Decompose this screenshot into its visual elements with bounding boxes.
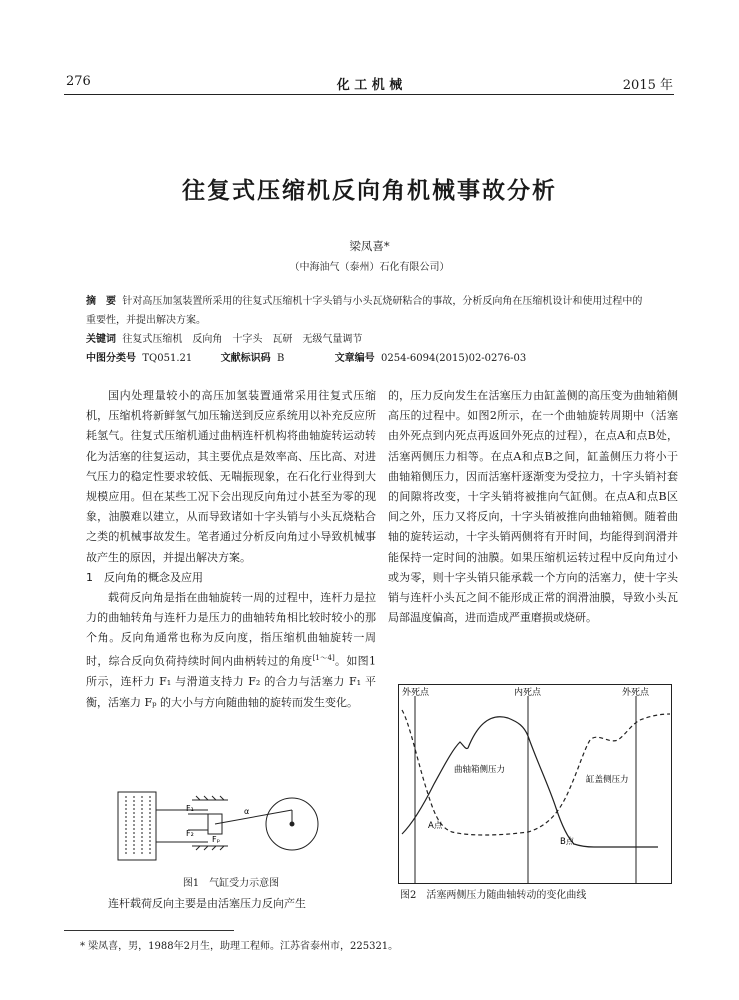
point-b-label: B点 xyxy=(560,837,575,847)
affiliation: （中海油气（泰州）石化有限公司） xyxy=(289,262,450,273)
keywords xyxy=(86,330,646,349)
footnote-rule xyxy=(64,930,234,931)
keywords-text: 往复式压缩机 反向角 十字头 瓦研 无级气量调节 xyxy=(122,334,363,345)
figure1-caption: 图1 气缸受力示意图 xyxy=(182,878,280,889)
footnote: * 梁凤喜，男，1988年2月生，助理工程师。江苏省泰州市，225321。 xyxy=(80,941,399,952)
article-title: 往复式压缩机反向角机械事故分析 xyxy=(182,178,557,204)
abstract-text: 针对高压加氢装置所采用的往复式压缩机十字头销与小头瓦烧研粘合的事故，分析反向角在压缩机设计和使用过程中的重要性，并提出解决方案。 xyxy=(86,296,643,326)
point-a-label: A点 xyxy=(428,821,443,831)
figure2-chart xyxy=(398,684,672,884)
header-rule xyxy=(64,94,674,95)
f1-label: F₁ xyxy=(186,804,194,813)
left-column xyxy=(86,386,376,713)
pressure-paragraph: 的，压力反向发生在活塞压力由缸盖侧的高压变为曲轴箱侧高压的过程中。如图2所示，在一个曲轴旋转周期中（活塞由外死点到内死点再返回外死点的过程），在点A和点B处，活塞两侧压力相等。在点A和点B之间，缸盖侧压力将小于曲轴箱侧压力，因而活塞杆逐渐变为受拉力，十字头销衬套的间隙将改变，十字头销将被推向气缸侧。在点A和点B区间之外，压力又将反向，十字头销被推向曲轴箱侧。随着曲轴的旋转运动，十字头销两侧将有开时间，均能得到润滑并能保持一定时间的油膜。如果压缩机运转过程中反向角过小或为零，则十字头销只能承载一个方向的活塞力，使十字头销与连杆小头瓦之间不能形成正常的润滑油膜，导致小头瓦局部温度偏高，进而造成严重磨损或烧研。 xyxy=(388,389,678,625)
connecting-rod xyxy=(215,810,292,824)
classification-line xyxy=(86,349,646,368)
label-outer-dead-left: 外死点 xyxy=(402,688,430,698)
clc-value: TQ051.21 xyxy=(142,353,193,364)
article-number-label: 文章编号 xyxy=(334,353,375,364)
figure1-diagram xyxy=(112,784,334,872)
doc-code-value: B xyxy=(276,353,285,364)
publication-year: 2015 年 xyxy=(622,78,673,93)
keywords-label: 关键词 xyxy=(86,334,116,345)
article-number-value: 0254-6094(2015)02-0276-03 xyxy=(381,353,527,364)
closing-text: 连杆载荷反向主要是由活塞压力反向产生 xyxy=(108,897,306,910)
fp-label: Fₚ xyxy=(212,835,221,844)
clc-label: 中图分类号 xyxy=(86,353,136,364)
concept-paragraph xyxy=(86,588,376,713)
figure2-caption: 图2 活塞两侧压力随曲轴转动的变化曲线 xyxy=(400,890,587,901)
figure2-frame xyxy=(399,685,672,884)
page-number: 276 xyxy=(66,74,91,89)
abstract xyxy=(86,292,646,330)
head-curve-label: 缸盖侧压力 xyxy=(586,775,629,785)
right-column xyxy=(388,386,678,628)
concept-text-cont: 。如图1所示，连杆力 F₁ 与滑道支持力 F₂ 的合力与活塞力 F₁ 平衡，活塞力 Fₚ 的大小与方向随曲轴的旋转而发生变化。 xyxy=(86,655,377,709)
label-outer-dead-right: 外死点 xyxy=(622,688,650,698)
journal-name: 化 工 机 械 xyxy=(336,78,403,93)
closing-line xyxy=(86,894,376,914)
doc-code-label: 文献标识码 xyxy=(220,353,271,364)
label-inner-dead: 内死点 xyxy=(514,688,542,698)
head-pressure-curve xyxy=(402,710,670,835)
concept-text: 载荷反向角是指在曲轴旋转一周的过程中，连杆力是拉力的曲轴转角与连杆力是压力的曲轴转角相比较时较小的那个角。反向角通常也称为反向度，指压缩机曲轴旋转一周时，综合反向负荷持续时间内曲柄转过的角度 xyxy=(86,590,376,669)
section-heading: 1 反向角的概念及应用 xyxy=(86,570,203,584)
f2-label: F₂ xyxy=(186,829,194,838)
intro-paragraph: 国内处理量较小的高压加氢装置通常采用往复式压缩机，压缩机将新鲜氢气加压输送到反应系统用以补充反应所耗氢气。往复式压缩机通过曲柄连杆机构将曲轴旋转运动转化为活塞的往复运动，其主要优点是效率高、压比高、对进气压力的稳定性要求较低、无喘振现象，在石化行业得到大规模应用。但在某些工况下会出现反向角过小甚至为零的现象，油膜难以建立，从而导致诸如十字头销与小头瓦烧粘合之类的机械事故发生。笔者通过分析反向角过小导致机械事故产生的原因，并提出解决方案。 xyxy=(86,389,376,564)
alpha-label: α xyxy=(244,807,250,816)
citation: [1～4] xyxy=(312,654,335,663)
abstract-label: 摘 要 xyxy=(86,296,116,307)
author: 梁凤喜* xyxy=(349,239,390,253)
crankcase-curve-label: 曲轴箱侧压力 xyxy=(454,765,506,775)
